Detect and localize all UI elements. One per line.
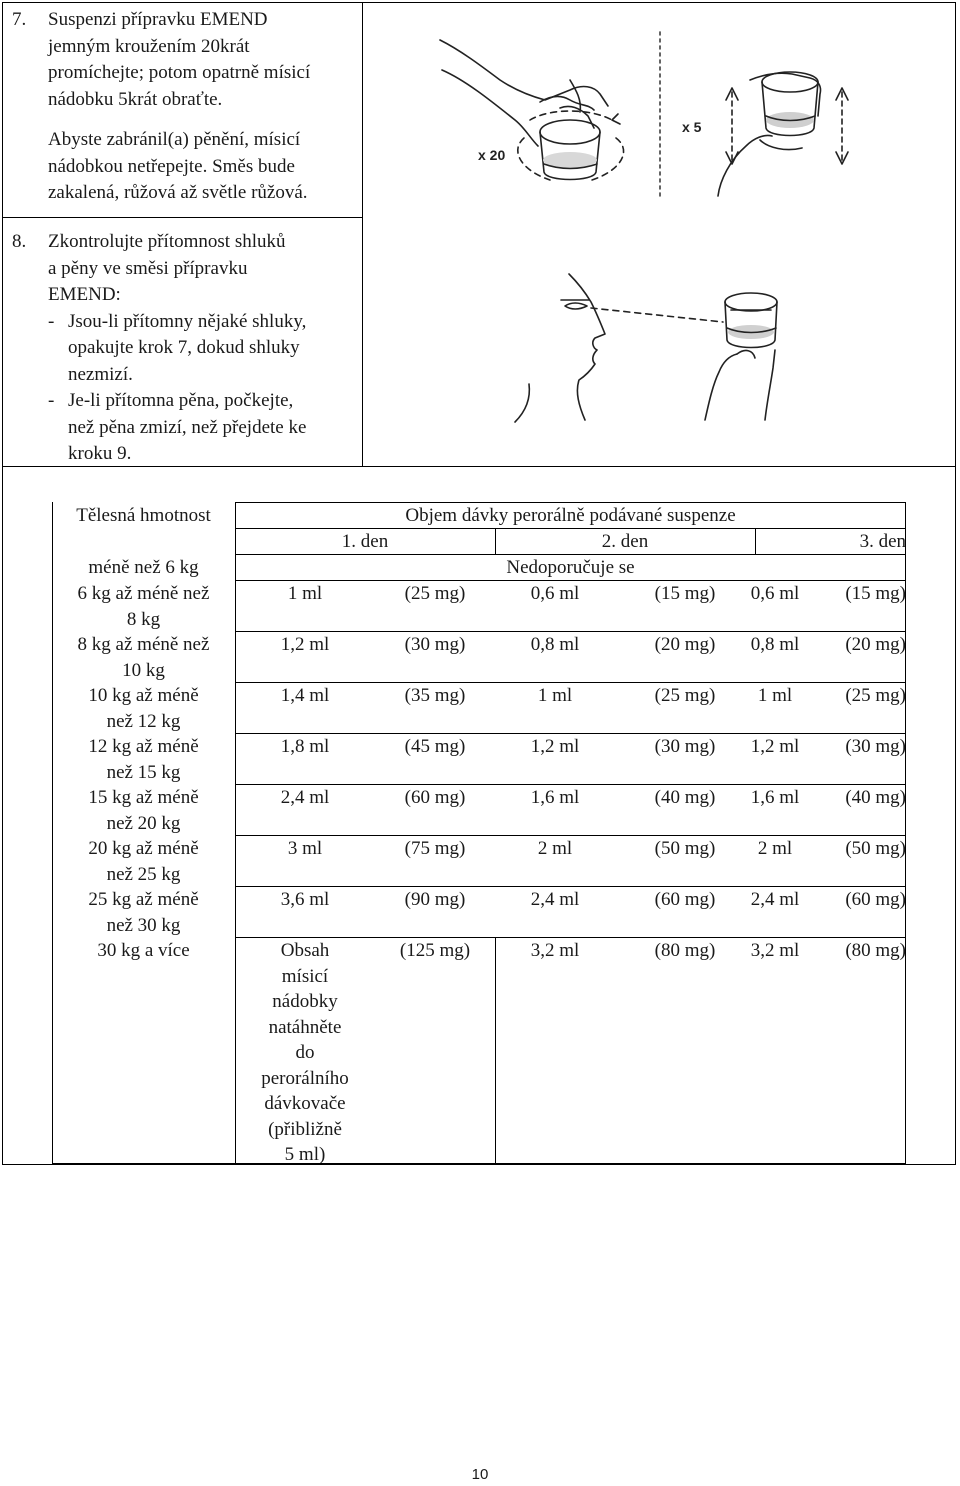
weight-cell [52,581,235,632]
inspect-container-illustration [505,272,795,424]
day-header: 1. den [341,531,389,552]
step-line: Zkontrolujte přítomnost shluků [48,231,286,252]
instruction-line: do [295,1042,315,1063]
dose-mg-cell: (75 mg) [404,838,466,859]
dose-mg-cell: (25 mg) [845,685,906,706]
container-lid [725,293,777,311]
table-rule [235,528,906,529]
table-rule [52,502,53,1164]
weight-line: 6 kg až méně než [77,583,210,604]
weight-cell [52,734,235,785]
step-line: nádobkou netřepejte. Směs bude [48,155,295,177]
dose-mg-cell: (25 mg) [654,685,716,706]
table-rule [235,631,906,632]
step-line: promíchejte; potom opatrně mísicí [48,62,311,83]
invert-count-label: x 5 [682,119,702,135]
dose-mg-cell: (90 mg) [404,889,466,910]
dose-ml-cell: 1,8 ml [280,736,330,757]
line-of-sight [591,308,723,322]
instruction-line: dávkovače [264,1093,346,1114]
weight-cell [52,683,235,734]
weight-line: než 12 kg [106,710,181,732]
dose-mg-cell: (30 mg) [404,634,466,655]
dose-mg-cell: (30 mg) [845,736,906,757]
column-divider [362,2,363,467]
weight-line: 12 kg až méně [88,736,199,757]
container-lid [762,72,818,92]
instruction-line: perorálního [261,1067,349,1089]
weight-line: 10 kg až méně [88,685,199,706]
dose-ml-cell: 1 ml [537,685,573,706]
dose-mg-cell: (60 mg) [845,889,906,910]
step-line: Abyste zabránil(a) pěnění, mísicí [48,129,301,150]
dose-mg-cell: (15 mg) [654,583,716,604]
weight-line: než 15 kg [106,761,181,783]
dose-mg-cell: (60 mg) [404,787,466,808]
step-line: nádobku 5krát obraťte. [48,88,223,110]
bullet-line: Je-li přítomna pěna, počkejte, [68,390,294,411]
dose-ml-cell: 1,2 ml [530,736,580,757]
dose-ml-cell: 2 ml [537,838,573,859]
instruction-line: nádobky [272,991,338,1012]
table-rule [235,580,906,581]
table-rule [235,554,906,555]
weight-cell: méně než 6 kg [88,557,199,578]
not-recommended-cell: Nedoporučuje se [506,557,635,578]
dose-ml-cell: 2 ml [757,838,793,859]
dose-mg-cell: (125 mg) [399,940,471,961]
dose-ml-cell: 3,2 ml [530,940,580,961]
dose-mg-cell: (40 mg) [654,787,716,808]
table-rule [235,502,236,1164]
weight-line: 25 kg až méně [88,889,199,910]
dose-mg-cell: (20 mg) [654,634,716,655]
bullet-line: než pěna zmizí, než přejdete ke [68,416,307,438]
weight-cell [52,785,235,836]
table-rule [495,528,496,554]
weight-line: 8 kg až méně než [77,634,210,655]
weight-cell [52,836,235,887]
table-rule [495,937,496,1164]
dose-ml-cell: 2,4 ml [750,889,800,910]
bullet-item: - Jsou-li přítomny nějaké shluky, opakujte krok 7, dokud shluky nezmizí. [48,309,306,389]
step-line: EMEND: [48,284,121,305]
weight-line: než 25 kg [106,863,181,885]
table-rule [905,502,906,1164]
dose-ml-cell: 1,4 ml [280,685,330,706]
eye-icon [565,303,587,309]
dose-ml-cell: 1,2 ml [280,634,330,655]
step-number: 8. [12,231,27,252]
dose-ml-cell: 1 ml [757,685,793,706]
bullet-item: - Je-li přítomna pěna, počkejte, než pěna zmizí, než přejdete ke kroku 9. [48,388,306,468]
dose-ml-cell: 1,6 ml [750,787,800,808]
step-number: 7. [12,9,27,30]
face-profile [569,274,605,420]
weight-line: než 30 kg [106,914,181,936]
dose-table [52,502,906,1164]
bullet-line: kroku 9. [68,443,132,464]
dose-mg-cell: (15 mg) [845,583,906,604]
weight-line: než 20 kg [106,812,181,834]
table-rule [235,937,906,938]
table-rule [235,784,906,785]
dose-ml-cell: 3 ml [287,838,323,859]
instruction-line: (přibližně [268,1118,342,1140]
step-line: zakalená, růžová až světle růžová. [48,182,308,203]
step-8 [12,229,357,465]
step-line: Suspenzi přípravku EMEND [48,9,268,30]
dose-mg-cell: (80 mg) [654,940,716,961]
table-rule [52,1163,906,1164]
step-line: jemným kroužením 20krát [48,35,250,57]
dose-ml-cell: 0,8 ml [750,634,800,655]
swirl-count-label: x 20 [478,147,506,163]
page-number: 10 [471,1466,489,1483]
bullet-line: opakujte krok 7, dokud shluky [68,337,300,358]
instruction-line: Obsah [280,940,330,961]
dose-ml-cell: 3,2 ml [750,940,800,961]
dose-ml-cell: 1,2 ml [750,736,800,757]
dose-mg-cell: (20 mg) [845,634,906,655]
instruction-line: 5 ml) [284,1144,326,1165]
dose-ml-cell: 2,4 ml [530,889,580,910]
dose-mg-cell: (80 mg) [845,940,906,961]
dose-mg-cell: (40 mg) [845,787,906,808]
dose-ml-cell: 3,6 ml [280,889,330,910]
step-7 [12,7,357,212]
weight-cell: 30 kg a více [97,940,190,961]
weight-line: 20 kg až méně [88,838,199,859]
weight-line: 15 kg až méně [88,787,199,808]
row-divider-mid [2,217,362,218]
dose-ml-cell: 0,6 ml [530,583,580,604]
step-line: a pěny ve směsi přípravku [48,257,248,279]
dose-mg-cell: (25 mg) [404,583,466,604]
table-rule [235,886,906,887]
swirl-and-invert-illustration [420,20,850,205]
hand-outline [440,40,608,106]
dose-mg-cell: (50 mg) [654,838,716,859]
table-rule [755,528,756,554]
table-rule [235,502,906,503]
dose-mg-cell: (60 mg) [654,889,716,910]
weight-cell [52,632,235,683]
weight-line: 8 kg [126,608,161,630]
container-lid [540,120,600,144]
day-header: 2. den [601,531,649,552]
dose-mg-cell: (50 mg) [845,838,906,859]
day-header: 3. den [859,531,906,552]
table-rule [235,835,906,836]
instruction-line: natáhněte [268,1016,342,1038]
dose-ml-cell: 2,4 ml [280,787,330,808]
dose-mg-cell: (45 mg) [404,736,466,757]
table-rule [235,682,906,683]
weight-cell [52,887,235,938]
dose-ml-cell: 1 ml [287,583,323,604]
dose-ml-cell: 1,6 ml [530,787,580,808]
weight-line: 10 kg [122,659,165,681]
bullet-line: Jsou-li přítomny nějaké shluky, [68,310,307,332]
volume-header: Objem dávky perorálně podávané suspenze [405,505,736,526]
dose-ml-cell: 0,8 ml [530,634,580,655]
table-rule [235,733,906,734]
last-row-day1-cell [235,938,375,1168]
dose-mg-cell: (30 mg) [654,736,716,757]
weight-header: Tělesná hmotnost [76,505,211,526]
dose-ml-cell: 0,6 ml [750,583,800,604]
dose-mg-cell: (35 mg) [404,685,466,706]
instruction-line: mísicí [281,965,329,987]
bullet-line: nezmizí. [68,363,133,385]
